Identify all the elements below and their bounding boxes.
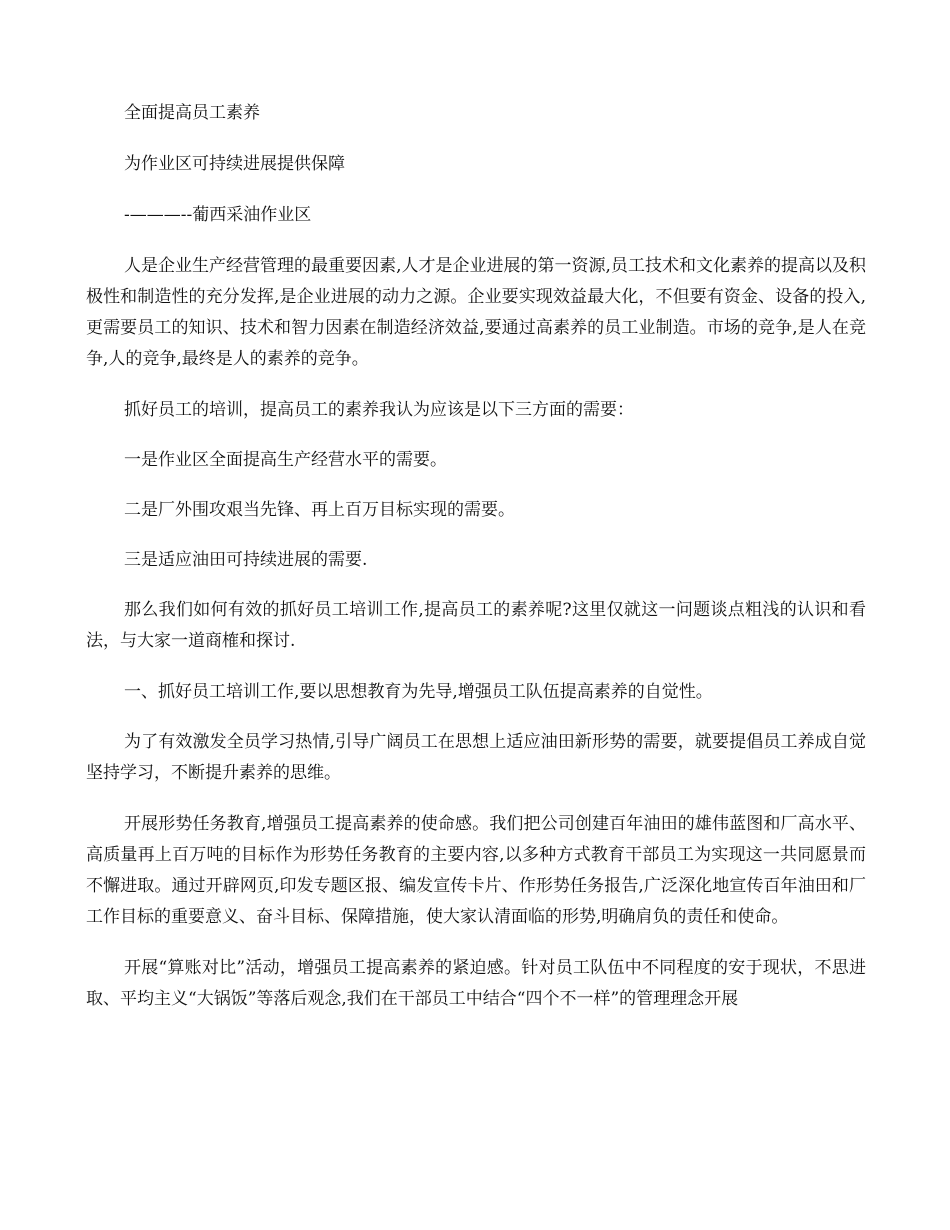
paragraph-accounting-comparison: 开展“算账对比”活动，增强员工提高素养的紧迫感。针对员工队伍中不同程度的安于现状，不思进取、平均主义“大锅饭”等落后观念,我们在干部员工中结合“四个不一样”的管理理念开展 [86,958,866,1009]
paragraph-learning-enthusiasm: 为了有效激发全员学习热情,引导广阔员工在思想上适应油田新形势的需要，就要提倡员工养成自觉坚持学习，不断提升素养的思维。 [86,732,866,783]
paragraph-need-three: 三是适应油田可持续进展的需要. [124,550,368,570]
paragraph-intro: 人是企业生产经营管理的最重要因素,人才是企业进展的第一资源,员工技术和文化素养的提高以及积极性和制造性的充分发挥,是企业进展的动力之源。企业要实现效益最大化，不但要有资金、设备的投入,更需要员工的知识、技术和智力因素在制造经济效益,要通过高素养的员工业制造。市场的竞争,是人在竞争,人的竞争,最终是人的素养的竞争。 [86,256,866,369]
document-subtitle: 为作业区可持续进展提供保障 [124,154,345,174]
document-body [86,98,866,1035]
paragraph-needs-lead: 抓好员工的培训，提高员工的素养我认为应该是以下三方面的需要： [124,400,634,420]
document-title: 全面提高员工素养 [124,103,260,123]
document-byline: -———--葡西采油作业区 [124,205,312,225]
paragraph-situation-education: 开展形势任务教育,增强员工提高素养的使命感。我们把公司创建百年油田的雄伟蓝图和厂高水平、高质量再上百万吨的目标作为形势任务教育的主要内容,以多种方式教育干部员工为实现这一共同愿景而不懈进取。通过开辟网页,印发专题区报、编发宣传卡片、作形势任务报告,广泛深化地宣传百年油田和厂工作目标的重要意义、奋斗目标、保障措施，使大家认清面临的形势,明确肩负的责任和使命。 [86,814,866,927]
paragraph-need-one: 一是作业区全面提高生产经营水平的需要。 [124,450,447,470]
paragraph-need-two: 二是厂外围攻艰当先锋、再上百万目标实现的需要。 [124,500,515,520]
paragraph-question: 那么我们如何有效的抓好员工培训工作,提高员工的素养呢?这里仅就这一问题谈点粗浅的认识和看法，与大家一道商榷和探讨. [86,600,866,651]
paragraph-section-one-heading: 一、抓好员工培训工作,要以思想教育为先导,增强员工队伍提高素养的自觉性。 [124,682,713,702]
